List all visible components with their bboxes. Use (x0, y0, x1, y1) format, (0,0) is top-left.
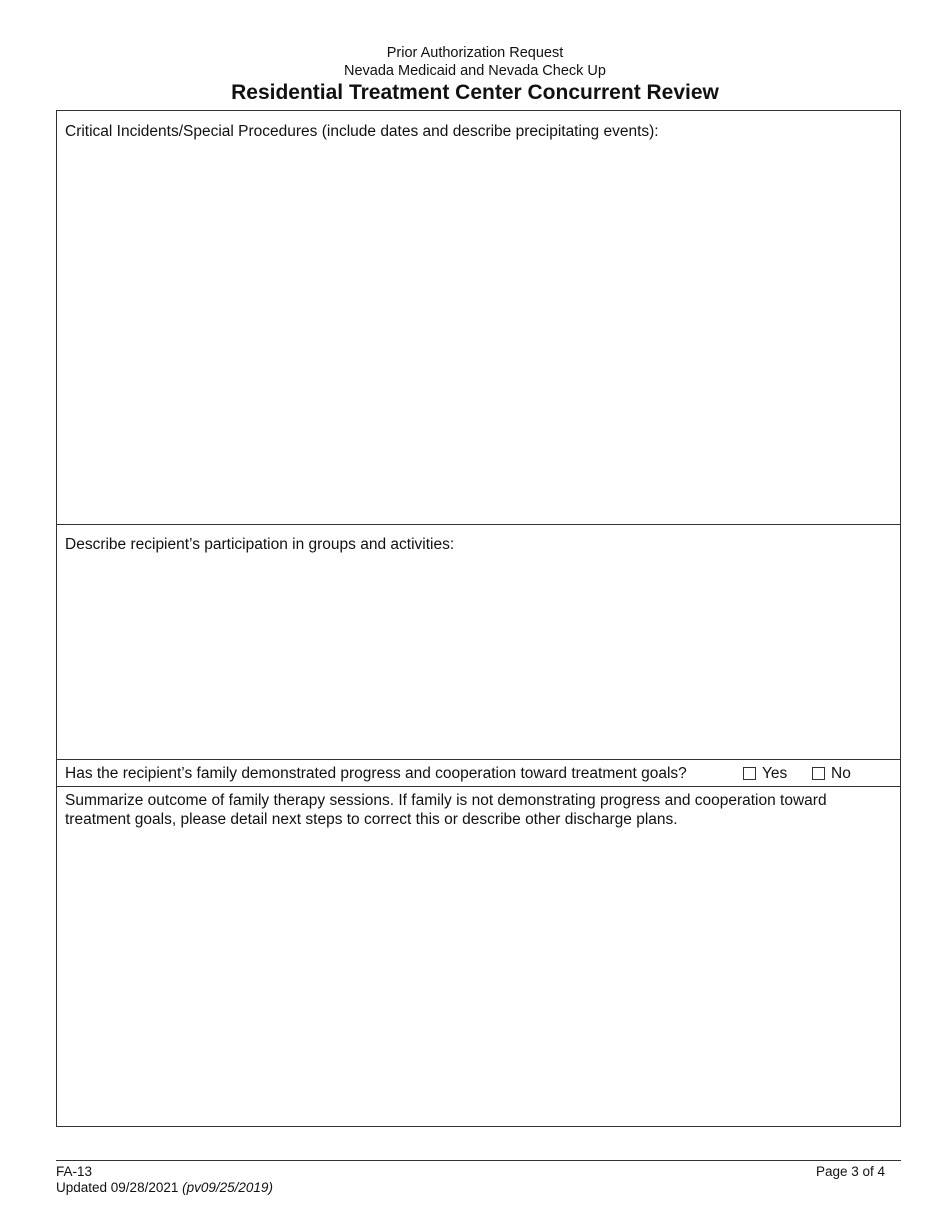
footer-divider (56, 1160, 901, 1161)
critical-incidents-section (57, 111, 900, 525)
form-box (56, 110, 901, 1127)
family-progress-question: Has the recipient’s family demonstrated progress and cooperation toward treatment goals? (65, 765, 687, 782)
family-progress-no-option[interactable] (812, 764, 851, 783)
header-line-2: Nevada Medicaid and Nevada Check Up (344, 63, 606, 79)
no-checkbox[interactable] (812, 767, 825, 780)
participation-label: Describe recipient’s participation in groups and activities: (65, 536, 455, 553)
family-therapy-section (57, 787, 900, 1128)
family-therapy-field[interactable] (65, 835, 892, 1120)
updated-date (56, 1180, 273, 1196)
participation-section (57, 525, 900, 760)
family-progress-section (57, 760, 900, 787)
critical-incidents-label: Critical Incidents/Special Procedures (include dates and describe precipitating events): (65, 123, 659, 140)
participation-field[interactable] (65, 559, 892, 751)
page-number: Page 3 of 4 (815, 1164, 885, 1179)
yes-label: Yes (762, 765, 788, 782)
updated-text: Updated 09/28/2021 (56, 1180, 179, 1195)
previous-version: (pv09/25/2019) (182, 1180, 273, 1195)
form-id: FA-13 (56, 1164, 93, 1179)
footer-left (56, 1164, 273, 1196)
family-progress-yes-option[interactable] (743, 764, 787, 783)
form-title: Residential Treatment Center Concurrent Review (231, 81, 719, 104)
header-line-1: Prior Authorization Request (386, 45, 564, 61)
family-therapy-label: Summarize outcome of family therapy sessions. If family is not demonstrating progress and cooperation toward treatment goals, please detail next steps to correct this or describe other discharge plans. (65, 792, 827, 828)
yes-checkbox[interactable] (743, 767, 756, 780)
no-label: No (831, 765, 851, 782)
critical-incidents-field[interactable] (65, 147, 892, 516)
form-header (0, 44, 950, 106)
